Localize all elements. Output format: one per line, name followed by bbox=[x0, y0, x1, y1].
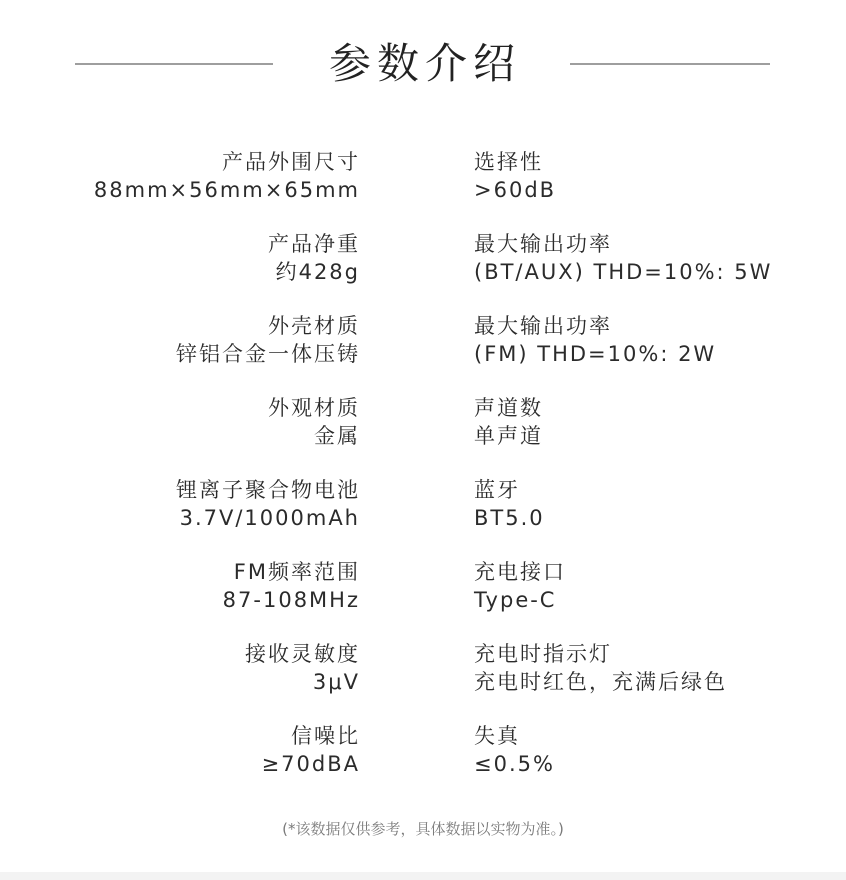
spec-label: 充电接口 bbox=[474, 560, 566, 584]
spec-right bbox=[474, 394, 543, 450]
spec-row bbox=[0, 148, 846, 230]
spec-left bbox=[262, 722, 360, 778]
spec-row bbox=[0, 722, 846, 804]
title-divider-right bbox=[570, 63, 770, 65]
spec-label: 接收灵敏度 bbox=[245, 642, 360, 666]
spec-left bbox=[245, 640, 360, 696]
spec-value: >60dB bbox=[474, 178, 557, 202]
spec-value: ≤0.5% bbox=[474, 752, 555, 776]
spec-label: 蓝牙 bbox=[474, 478, 520, 502]
spec-right bbox=[474, 312, 716, 368]
spec-right bbox=[474, 558, 566, 614]
spec-label: FM频率范围 bbox=[233, 560, 360, 584]
spec-label: 最大输出功率 bbox=[474, 314, 612, 338]
spec-value: 锌铝合金一体压铸 bbox=[176, 342, 360, 366]
spec-label: 最大输出功率 bbox=[474, 232, 612, 256]
spec-label: 充电时指示灯 bbox=[474, 642, 612, 666]
spec-row bbox=[0, 640, 846, 722]
spec-value: 88mm×56mm×65mm bbox=[93, 178, 360, 202]
spec-label: 声道数 bbox=[474, 396, 543, 420]
section-header bbox=[0, 30, 846, 100]
spec-label: 选择性 bbox=[474, 150, 543, 174]
spec-label: 外观材质 bbox=[268, 396, 360, 420]
spec-value: (FM) THD=10%: 2W bbox=[474, 342, 717, 366]
spec-value: 87-108MHz bbox=[222, 588, 360, 612]
spec-left bbox=[94, 148, 360, 204]
spec-label: 失真 bbox=[474, 724, 520, 748]
spec-right bbox=[474, 476, 545, 532]
spec-right bbox=[474, 230, 772, 286]
disclaimer-note: (*该数据仅供参考，具体数据以实物为准。) bbox=[282, 820, 564, 838]
spec-value: 3.7V/1000mAh bbox=[179, 506, 360, 530]
spec-list bbox=[0, 148, 846, 804]
spec-label: 锂离子聚合物电池 bbox=[176, 478, 360, 502]
spec-row bbox=[0, 394, 846, 476]
spec-label: 外壳材质 bbox=[268, 314, 360, 338]
page-title: 参数介绍 bbox=[328, 39, 521, 88]
spec-row bbox=[0, 476, 846, 558]
spec-value: 3μV bbox=[312, 670, 360, 694]
spec-value: 金属 bbox=[314, 424, 360, 448]
spec-value: 约428g bbox=[275, 260, 360, 284]
spec-value: 单声道 bbox=[474, 424, 543, 448]
spec-value: BT5.0 bbox=[474, 506, 545, 530]
spec-label: 产品外围尺寸 bbox=[222, 150, 360, 174]
spec-left bbox=[223, 558, 360, 614]
spec-left bbox=[268, 230, 360, 286]
spec-row bbox=[0, 312, 846, 394]
spec-row bbox=[0, 230, 846, 312]
spec-value: Type-C bbox=[474, 588, 557, 612]
spec-left bbox=[268, 394, 360, 450]
spec-value: ≥70dBA bbox=[261, 752, 360, 776]
spec-right bbox=[474, 722, 555, 778]
spec-row bbox=[0, 558, 846, 640]
spec-label: 产品净重 bbox=[268, 232, 360, 256]
spec-right bbox=[474, 148, 556, 204]
spec-value: (BT/AUX) THD=10%: 5W bbox=[474, 260, 773, 284]
spec-value: 充电时红色，充满后绿色 bbox=[474, 670, 727, 694]
spec-left bbox=[176, 312, 360, 368]
spec-left bbox=[176, 476, 360, 532]
bottom-divider bbox=[0, 872, 846, 880]
spec-right bbox=[474, 640, 727, 696]
spec-label: 信噪比 bbox=[291, 724, 360, 748]
title-divider-left bbox=[75, 63, 273, 65]
